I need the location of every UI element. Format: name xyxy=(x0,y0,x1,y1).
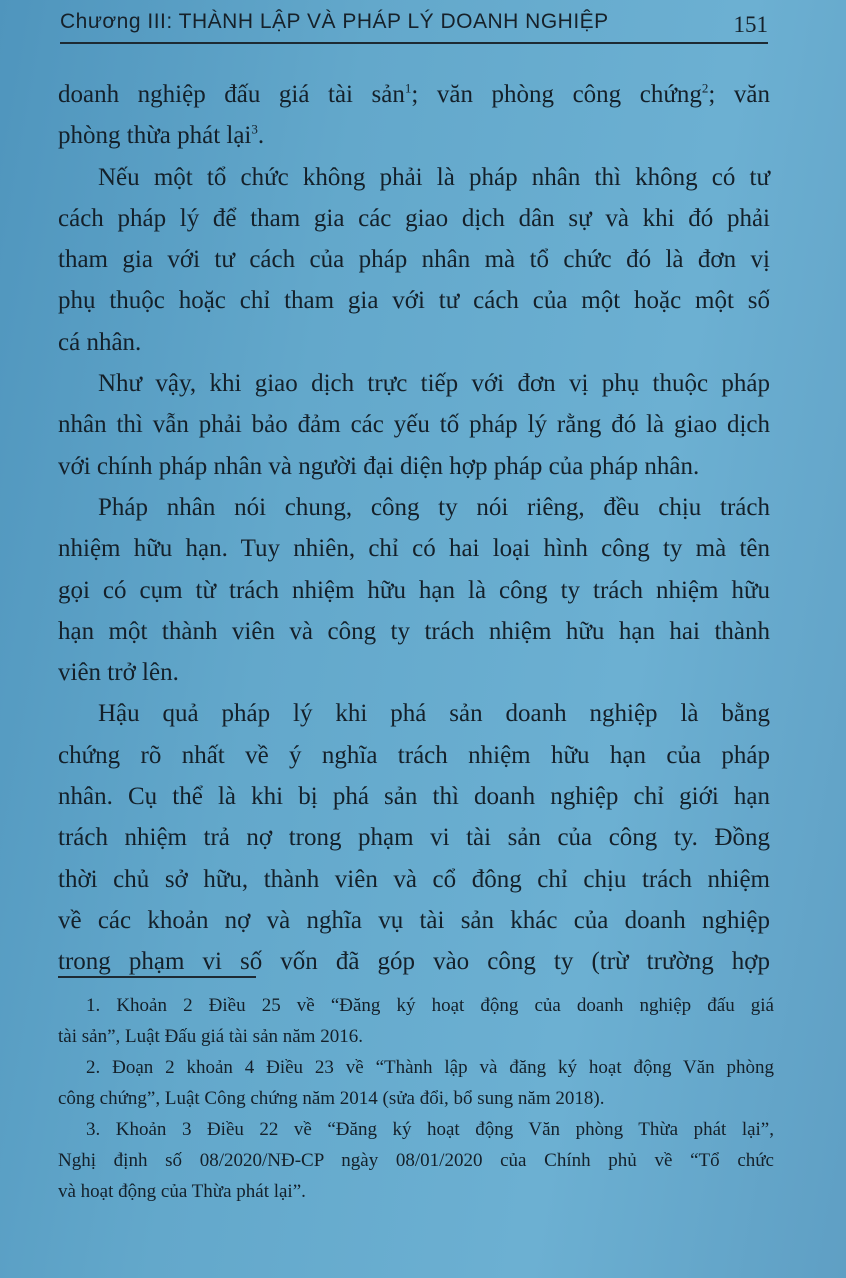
footnotes xyxy=(58,990,774,1207)
body-line: Nếu một tổ chức không phải là pháp nhân thì không có tư xyxy=(98,163,770,191)
text-span: phòng thừa phát lại xyxy=(58,122,252,150)
body-line: trách nhiệm trả nợ trong phạm vi tài sản của công ty. Đồng xyxy=(58,824,770,852)
body-line: về các khoản nợ và nghĩa vụ tài sản khác của doanh nghiệp xyxy=(58,906,770,934)
body-line: phụ thuộc hoặc chỉ tham gia với tư cách của một hoặc một số xyxy=(58,287,770,315)
footnote-line: Nghị định số 08/2020/NĐ-CP ngày 08/01/2020 của Chính phủ về “Tổ chức xyxy=(58,1150,774,1171)
body-line xyxy=(58,115,770,156)
body-line: nhân thì vẫn phải bảo đảm các yếu tố pháp lý rằng đó là giao dịch xyxy=(58,411,770,439)
footnote-line: và hoạt động của Thừa phát lại”. xyxy=(58,1181,306,1202)
footnote-line: 1. Khoản 2 Điều 25 về “Đăng ký hoạt động của doanh nghiệp đấu giá xyxy=(86,995,774,1016)
running-header xyxy=(60,4,768,44)
text-span: . xyxy=(257,122,265,150)
text-span: ; văn xyxy=(708,81,770,108)
footnote-line: 2. Đoạn 2 khoản 4 Điều 23 về “Thành lập và đăng ký hoạt động Văn phòng xyxy=(86,1057,774,1078)
body-line xyxy=(58,74,770,115)
text-span: ; văn phòng công chứng xyxy=(411,81,702,108)
body-line: với chính pháp nhân và người đại diện hợp pháp của pháp nhân. xyxy=(58,452,700,480)
body-line: nhiệm hữu hạn. Tuy nhiên, chỉ có hai loại hình công ty mà tên xyxy=(58,535,770,563)
footnote-separator xyxy=(58,976,256,978)
body-line: gọi có cụm từ trách nhiệm hữu hạn là công ty trách nhiệm hữu xyxy=(58,576,770,604)
body-line: cách pháp lý để tham gia các giao dịch dân sự và khi đó phải xyxy=(58,204,770,232)
footnote-line: công chứng”, Luật Công chứng năm 2014 (sửa đổi, bổ sung năm 2018). xyxy=(58,1088,605,1109)
body-line: trong phạm vi số vốn đã góp vào công ty (trừ trường hợp xyxy=(58,948,770,976)
footnote-ref-1: 1 xyxy=(404,80,412,96)
body-line: viên trở lên. xyxy=(58,659,179,687)
body-line: Hậu quả pháp lý khi phá sản doanh nghiệp là bằng xyxy=(98,700,770,728)
body-line: thời chủ sở hữu, thành viên và cổ đông chỉ chịu trách nhiệm xyxy=(58,865,770,893)
body-text xyxy=(58,74,770,983)
body-line: nhân. Cụ thể là khi bị phá sản thì doanh nghiệp chỉ giới hạn xyxy=(58,783,770,811)
body-line: chứng rõ nhất về ý nghĩa trách nhiệm hữu hạn của pháp xyxy=(58,741,770,769)
footnote-line: tài sản”, Luật Đấu giá tài sản năm 2016. xyxy=(58,1026,363,1047)
footnote-line: 3. Khoản 3 Điều 22 về “Đăng ký hoạt động Văn phòng Thừa phát lại”, xyxy=(86,1119,774,1140)
body-line: cá nhân. xyxy=(58,328,142,356)
page-number: 151 xyxy=(733,12,768,37)
footnote-ref-2: 2 xyxy=(701,80,709,96)
body-line: Như vậy, khi giao dịch trực tiếp với đơn vị phụ thuộc pháp xyxy=(98,370,770,398)
body-line: hạn một thành viên và công ty trách nhiệm hữu hạn hai thành xyxy=(58,617,770,645)
chapter-title: Chương III: THÀNH LẬP VÀ PHÁP LÝ DOANH NGHIỆP xyxy=(60,10,609,33)
footnote-ref-3: 3 xyxy=(251,121,258,137)
body-line: tham gia với tư cách của pháp nhân mà tổ chức đó là đơn vị xyxy=(58,246,770,274)
text-span: doanh nghiệp đấu giá tài sản xyxy=(58,81,405,108)
body-line: Pháp nhân nói chung, công ty nói riêng, đều chịu trách xyxy=(98,493,770,521)
